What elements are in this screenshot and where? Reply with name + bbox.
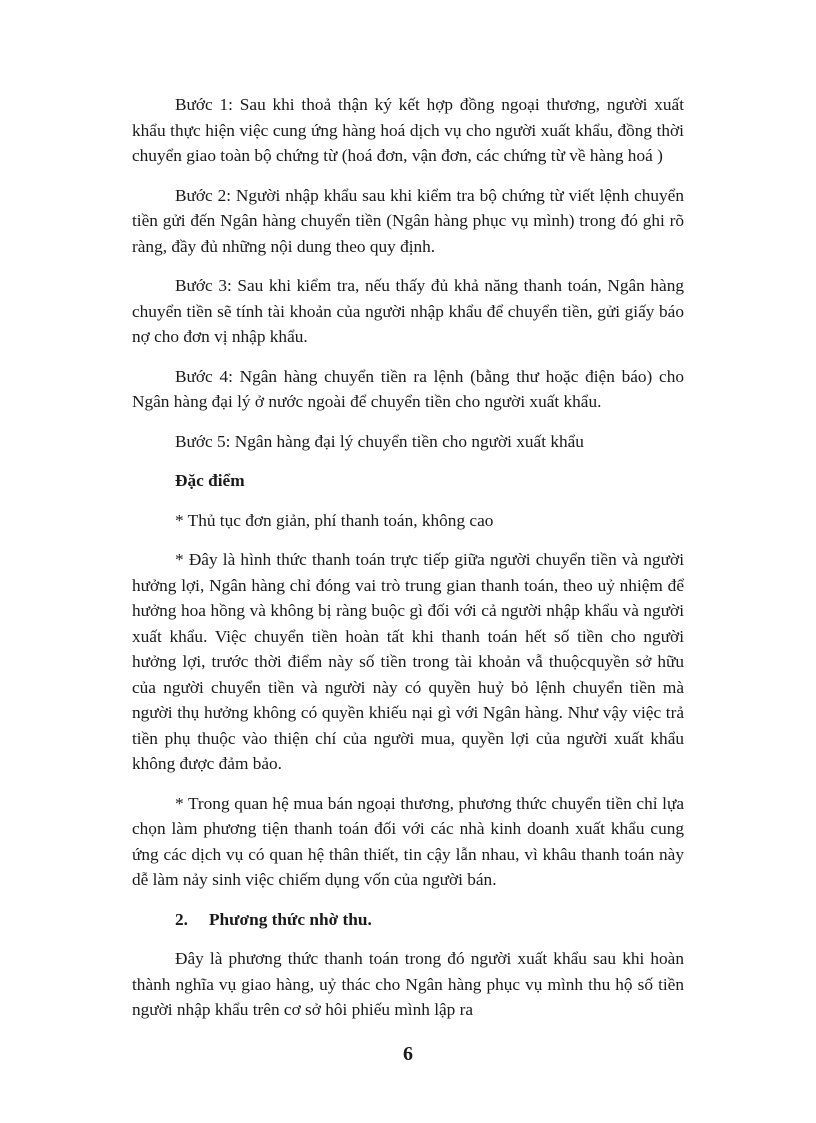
paragraph-bullet-3: * Trong quan hệ mua bán ngoại thương, phương thức chuyển tiền chỉ lựa chọn làm phương tiện thanh toán đối với các nhà kinh doanh xuất khẩu cung ứng các dịch vụ có quan hệ thân thiết, tin cậy lẫn nhau, vì khâu thanh toán này dễ làm nảy sinh việc chiếm dụng vốn của người bán. (132, 793, 684, 889)
paragraph-step-4: Bước 4: Ngân hàng chuyển tiền ra lệnh (bằng thư hoặc điện báo) cho Ngân hàng đại lý ở nước ngoài để chuyển tiền cho người xuất khẩu. (132, 366, 684, 411)
paragraph-step-1: Bước 1: Sau khi thoả thận ký kết hợp đồng ngoại thương, người xuất khẩu thực hiện việc cung ứng hàng hoá dịch vụ cho người xuất khẩu, đồng thời chuyển giao toàn bộ chứng từ (hoá đơn, vận đơn, các chứng từ về hàng hoá ) (132, 95, 684, 165)
page-number: 6 (403, 1043, 413, 1065)
page-content (132, 92, 684, 1037)
paragraph-bullet-2: * Đây là hình thức thanh toán trực tiếp giữa người chuyển tiền và người hưởng lợi, Ngân hàng chỉ đóng vai trò trung gian thanh toán, theo uỷ nhiệm để hưởng hoa hồng và không bị ràng buộc gì đối với cả người nhập khẩu và người xuất khẩu. Việc chuyển tiền hoàn tất khi thanh toán hết số tiền cho người hưởng lợi, trước thời điểm này số tiền trong tài khoản vẫ thuộcquyền sở hữu của người chuyển tiền và người này có quyền huỷ bỏ lệnh chuyển tiền mà người thụ hưởng không có quyền khiếu nại gì với Ngân hàng. Như vậy việc trả tiền phụ thuộc vào thiện chí của người mua, quyền lợi của người xuất khẩu không được đảm bảo. (132, 550, 684, 773)
paragraph-step-2: Bước 2: Người nhập khẩu sau khi kiểm tra bộ chứng từ viết lệnh chuyển tiền gửi đến Ngân hàng chuyển tiền (Ngân hàng phục vụ mình) trong đó ghi rõ ràng, đầy đủ những nội dung theo quy định. (132, 185, 684, 256)
section-number: 2. (175, 909, 188, 929)
paragraph-bullet-1: * Thủ tục đơn giản, phí thanh toán, không cao (175, 510, 494, 530)
paragraph-collection-intro: Đây là phương thức thanh toán trong đó người xuất khẩu sau khi hoàn thành nghĩa vụ giao hàng, uỷ thác cho Ngân hàng phục vụ mình thu hộ số tiền người nhập khẩu trên cơ sở hôi phiếu mình lập ra (132, 949, 684, 1019)
paragraph-step-5: Bước 5: Ngân hàng đại lý chuyển tiền cho người xuất khẩu (175, 431, 584, 451)
section-title: Phương thức nhờ thu. (209, 909, 372, 929)
heading-characteristics: Đặc điểm (175, 471, 245, 490)
paragraph-step-3: Bước 3: Sau khi kiểm tra, nếu thấy đủ khả năng thanh toán, Ngân hàng chuyển tiền sẽ tính tài khoản của người nhập khẩu để chuyển tiền, gửi giấy báo nợ cho đơn vị nhập khẩu. (132, 276, 684, 346)
section-heading (132, 907, 684, 933)
